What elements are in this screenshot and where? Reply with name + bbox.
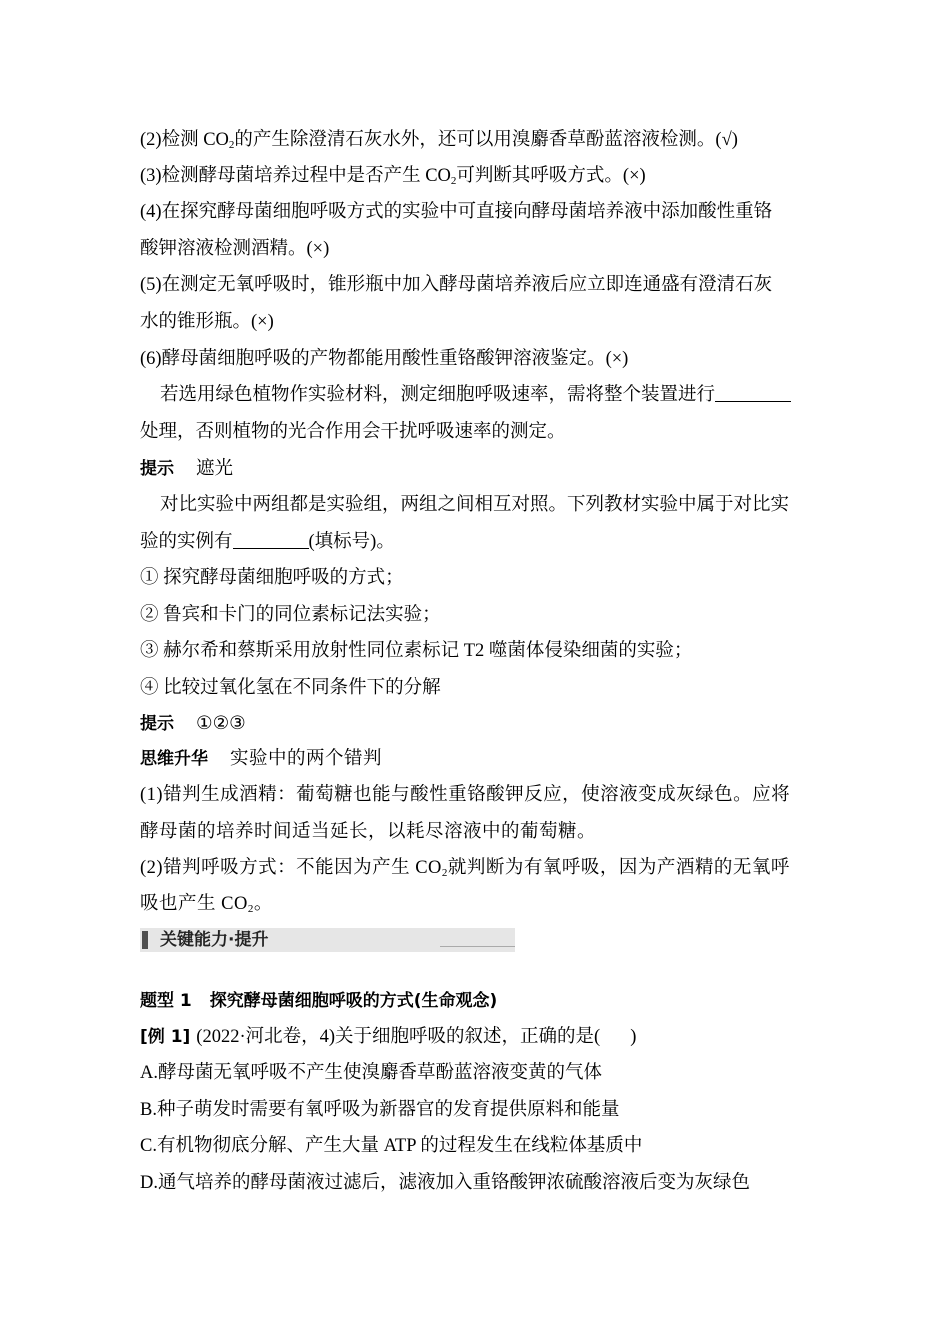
option-a: A.酵母菌无氧呼吸不产生使溴麝香草酚蓝溶液变黄的气体: [140, 1063, 602, 1083]
example-stem: [例 1] (2022·河北卷，4)关于细胞呼吸的叙述，正确的是( ): [140, 1027, 637, 1047]
section-banner: [140, 928, 515, 952]
question-2-line-2: 验的实例有 (填标号)。: [140, 532, 395, 552]
thinking-point-2-line-2: 吸也产生 $CO_2$。: [140, 894, 273, 915]
question-2-option-1: ① 探究酵母菌细胞呼吸的方式；: [140, 568, 404, 588]
judgement-item-3: (3)检测酵母菌培养过程中是否产生 $CO_2$可判断其呼吸方式。(×): [140, 166, 646, 187]
question-type-title: 探究酵母菌细胞呼吸的方式(生命观念): [209, 991, 498, 1011]
judgement-item-6: (6)酵母菌细胞呼吸的产物都能用酸性重铬酸钾溶液鉴定。(×): [140, 349, 629, 369]
judgement-item-5-line-2: 水的锥形瓶。(×): [140, 312, 274, 332]
question-type-label: 题型 1: [140, 991, 192, 1011]
option-d: D.通气培养的酵母菌液过滤后，滤液加入重铬酸钾浓硫酸溶液后变为灰绿色: [140, 1173, 750, 1193]
option-c: C.有机物彻底分解、产生大量 ATP 的过程发生在线粒体基质中: [140, 1136, 643, 1156]
banner-title: 关键能力·提升: [160, 930, 269, 950]
example-label: [例 1]: [140, 1027, 191, 1047]
question-1-line-1: 若选用绿色植物作实验材料，测定细胞呼吸速率，需将整个装置进行: [160, 383, 832, 407]
banner-bar: [142, 931, 148, 949]
thinking-heading: [140, 747, 812, 771]
answer-blank: [233, 530, 309, 549]
banner-rule: [440, 946, 515, 947]
thinking-point-1-line-2: 酵母菌的培养时间适当延长，以耗尽溶液中的葡萄糖。: [140, 822, 597, 842]
option-b: B.种子萌发时需要有氧呼吸为新器官的发育提供原料和能量: [140, 1100, 620, 1120]
thinking-title: 实验中的两个错判: [230, 749, 383, 769]
tip-answer: 遮光: [196, 459, 234, 479]
question-2-tip: [140, 712, 812, 736]
question-2-line-1: 对比实验中两组都是实验组，两组之间相互对照。下列教材实验中属于对比实: [160, 495, 790, 515]
judgement-item-4-line-1: (4)在探究酵母菌细胞呼吸方式的实验中可直接向酵母菌培养液中添加酸性重铬: [140, 202, 773, 222]
tip-label: 提示: [140, 459, 174, 479]
tip-answer: ①②③: [196, 714, 246, 734]
judgement-item-4-line-2: 酸钾溶液检测酒精。(×): [140, 239, 330, 259]
answer-blank: [715, 383, 791, 402]
question-2-option-3: ③ 赫尔希和蔡斯采用放射性同位素标记 T2 噬菌体侵染细菌的实验；: [140, 641, 693, 661]
judgement-item-5-line-1: (5)在测定无氧呼吸时，锥形瓶中加入酵母菌培养液后应立即连通盛有澄清石灰: [140, 275, 773, 295]
tip-label: 提示: [140, 714, 174, 734]
question-1-line-2: 处理，否则植物的光合作用会干扰呼吸速率的测定。: [140, 422, 566, 442]
thinking-point-1-line-1: (1)错判生成酒精：葡萄糖也能与酸性重铬酸钾反应，使溶液变成灰绿色。应将: [140, 785, 791, 805]
thinking-point-2-line-1: (2)错判呼吸方式：不能因为产生 $CO_2$就判断为有氧呼吸，因为产酒精的无氧呼: [140, 858, 790, 879]
thinking-label: 思维升华: [140, 749, 208, 769]
question-2-option-4: ④ 比较过氧化氢在不同条件下的分解: [140, 678, 441, 698]
question-type-heading: [140, 989, 812, 1013]
question-1-tip: [140, 457, 812, 481]
judgement-item-2: (2)检测 $CO_2$的产生除澄清石灰水外，还可以用溴麝香草酚蓝溶液检测。(√): [140, 130, 738, 151]
question-2-option-2: ② 鲁宾和卡门的同位素标记法实验；: [140, 605, 441, 625]
